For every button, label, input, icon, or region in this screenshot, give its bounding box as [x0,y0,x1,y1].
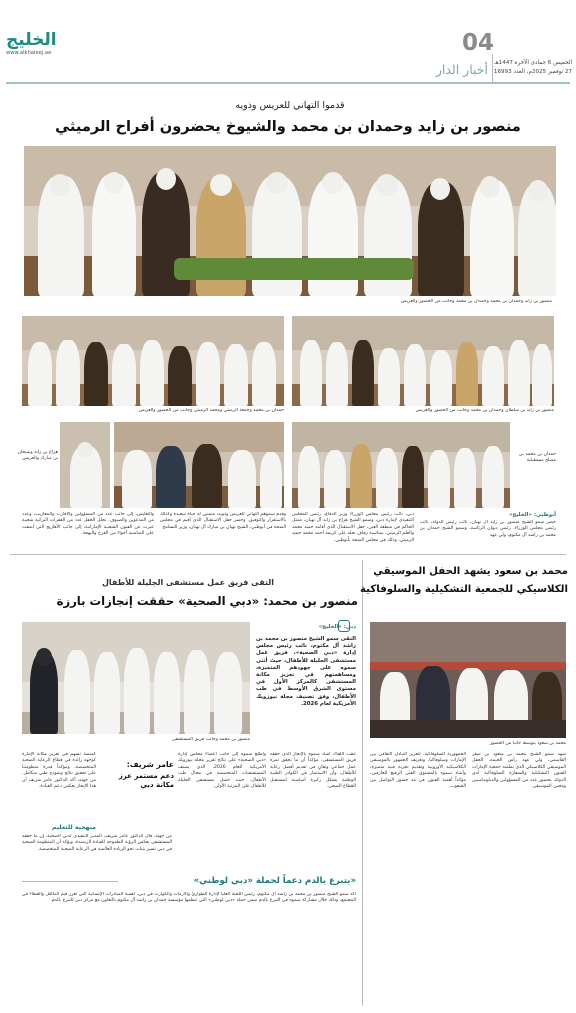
quote-name: عامر شريف: [126,760,174,769]
photo-a2-caption: حمدان بن محمد وجمعة الرميثي ومحمد الرميثي وجانب من الحضور والعريس [138,408,284,413]
photo-a3 [292,422,510,508]
article3-col-2: الجمهورية السلوفاكية، لتعزيز التبادل الثقافي بين الإمارات وسلوفاكيا، وتعريف الجمهور بالموسيقى الكلاسيكية الأوروبية وتقديم تجربة فنية متميزة، وأشاد سموه بالمستوى الفني الرفيع للعازفين، مؤكداً أهمية الفنون في مد جسور التواصل بين الشعوب. [370,752,466,790]
article2-headline: منصور بن محمد: «دبي الصحية» حققت إنجازات بارزة [56,594,358,608]
article1-kicker: قدموا التهاني للعريس وذويه [235,100,345,111]
article2-lead: التقى سمو الشيخ منصور بن محمد بن راشد آل مكتوم، نائب رئيس مجلس إدارة «دبي الصحية»، فريق عمل مستشفى الجليلة للأطفال، حيث أثنى سموه على جهودهم المتميزة، ومساهمتهم في تعزيز مكانة المستشفى كالمركز الأول في مستوى الشرق الأوسط في طب الأطفال، وفق تصنيف مجلة نيوزويك الأمريكية لعام 2026. [256,636,356,707]
masthead-rule [6,82,570,84]
article2-photo-caption: منصور بن محمد وجانب فريق المستشفى [171,737,250,742]
photo-a3-caption: حمدان بن محمد بن مصلح مستقبلية [519,452,556,464]
article2-col-1: وأطلع سموه إلى جانب أعضاء مجلس إدارة «دبي الصحية» على نتائج تقرير مجلة نيوزويك الأمريكية للعام 2026، الذي يصنف المستشفيات المتخصصة في مجال طب الأطفال، حيث حصل مستشفى الجليلة للأطفال على المرتبة الأولى. [178,752,266,790]
article1-headline: منصور بن زايد وحمدان بن محمد والشيوخ يحضرون أفراح الرميثي [55,118,521,135]
article1-divider [10,554,566,555]
article2-photo [22,622,250,734]
photo-a4 [114,422,284,508]
article3-headline-2: الكلاسيكي للجمعية التشكيلية والسلوفاكية [359,584,568,595]
photo-a1-caption: منصور بن زايد بن سلطان وحمدان بن محمد وجانب من الحضور والعريس [415,408,554,413]
article1-sidebar-label: أبوظبي: «الخليج» [508,512,556,518]
article2-col-3: من جهته، قال الدكتور عامر شريف، المدير التنفيذي لدبي الصحية، إن ما حققه المستشفى يعكس الرؤية الطموحة للقيادة الرشيدة، ويؤكد أن المنظومة الصحية في دبي تسير بثبات نحو الريادة العالمية في الرعاية الصحية المتخصصة. [22,834,172,852]
article1-col-4: والتعايش، إلى جانب عدد من المسؤولين والأقارب والمعازيب، وعدد من المدعوين والضيوف. تخلل الحفل عدد من الفقرات التراثية شعبية عبرت عن الفنون الشعبية الإماراتية، إلى جانب الأهازيج التي أضفت على المناسبة أجواء من الفرح والبهجة. [22,512,154,537]
byline-icon [338,620,350,632]
photo-a5 [60,422,110,508]
bottom-text: أكد سمو الشيخ منصور بن محمد بن راشد آل مكتوم، رئيس اللجنة العليا لإدارة الطوارئ والأزمات والكوارث في دبي، أهمية المبادرات الإنسانية التي تعزز قيم التكافل والعطاء في المجتمع، وذلك خلال مشاركة سموه في التبرع بالدم ضمن حملة «دبي لوطني» التي تنظمها مؤسسة حمدان بن راشد آل مكتوم بالتعاون مع مركز دبي للتبرع بالدم. [22,892,356,904]
article3-col-1: شهد سمو الشيخ محمد بن سعود بن صقر القاسمي، ولي عهد رأس الخيمة، الحفل الموسيقي الكلاسيكي الذي نظمته جمعية الإمارات للفنون التشكيلية والسفارة السلوفاكية لدى الدولة، بحضور عدد من المسؤولين والدبلوماسيين ومحبي الموسيقى. [472,752,566,790]
article3-photo-caption: محمد بن سعود يتوسط جانباً من الحضور [489,741,566,746]
article2-col-4: عقب اللقاء، أشاد سموه بالإنجاز الذي حققه فريق المستشفى، مؤكداً أن ما تحقق ثمرة عمل جماعي وتفانٍ في تقديم أفضل رعاية للأطفال، وأن الاستثمار في الكوادر الطبية الوطنية يشكل ركيزة أساسية لمستقبل القطاع الصحي. [270,752,356,790]
vertical-divider [362,560,363,1006]
main-photo [24,146,556,296]
logo-text: الخليج [6,30,57,50]
photo-a2 [22,316,284,406]
photo-a1 [292,316,554,406]
article1-col-3: وقدم سموهم التهاني للعريس وذويه، متمنين له حياة سعيدة وكذلك بالاستقرار والتوفيق. وحضر حفل الاستقبال الذي أقيم في مجلس الصحة في أبوظبي، الشيخ نهيان بن مبارك آل نهيان، وزير التسامح [160,512,286,530]
article1-col-2: دبي، نائب رئيس مجلس الوزراء وزير الدفاع، رئيس المجلس التنفيذي لإمارة دبي، وسمو الشيخ هزاع بن زايد آل نهيان، ممثل الحاكم في منطقة العين، حفل الاستقبال الذي أقامه حميد محمد والعلم الرميثي، بمناسبة زفاف نجله على كريمة أحمد محمد حميد الرميثي، وذلك في مجلس الصحة بأبوظبي. [292,512,414,543]
article3-photo [370,622,566,738]
article2-kicker: التقى فريق عمل مستشفى الجليلة للأطفال [101,578,274,587]
article1-col-1: حضر سمو الشيخ منصور بن زايد آل نهيان، نائب رئيس الدولة، نائب رئيس مجلس الوزراء، رئيس ديوان الرئاسة، وسمو الشيخ حمدان بن محمد بن راشد آل مكتوم، ولي عهد [420,520,556,538]
masthead [0,0,576,82]
date-line-1: الخميس 6 جمادى الآخرة 1447هـ [494,60,572,66]
article3-headline-1: محمد بن سعود يشهد الحفل الموسيقي [373,566,568,577]
bottom-headline-rule [22,881,118,882]
logo-url[interactable]: www.alkhaleej.ae [6,50,52,56]
logo [6,30,76,60]
article2-subhead: منهجية للتعليم [51,824,96,831]
section-title: أخبار الدار [435,62,488,77]
main-photo-caption: منصور بن زايد وحمدان بن محمد وحمدان بن محمد وجانب من الحضور والعريس [400,299,552,304]
quote-text: دعم مستمر عزز مكانة دبي [118,772,174,789]
photo-a5-caption: هزاع بن زايد وشيخان بن مبارك والعريس [17,450,58,462]
bottom-headline: «يتبرع بالدم دعماً لحملة «دبي لوطني» [193,876,356,886]
date-line-2: 27 نوفمبر 2025م، العدد 16993 [493,69,572,75]
article2-byline: دبي: «الخليج» [318,624,356,630]
page-number: 04 [462,30,495,56]
article2-col-2: كمنصة تسهم في تعزيز مكانة الإمارة كوجهة رائدة في قطاع الرعاية الصحية المتخصصة، ومؤكداً قدرة منظومتنا على تحقيق نتائج ونموذج طبي متكامل. من جهته، أكد الدكتور عامر شريف أن هذا الإنجاز يعكس دعم القيادة. [22,752,96,790]
